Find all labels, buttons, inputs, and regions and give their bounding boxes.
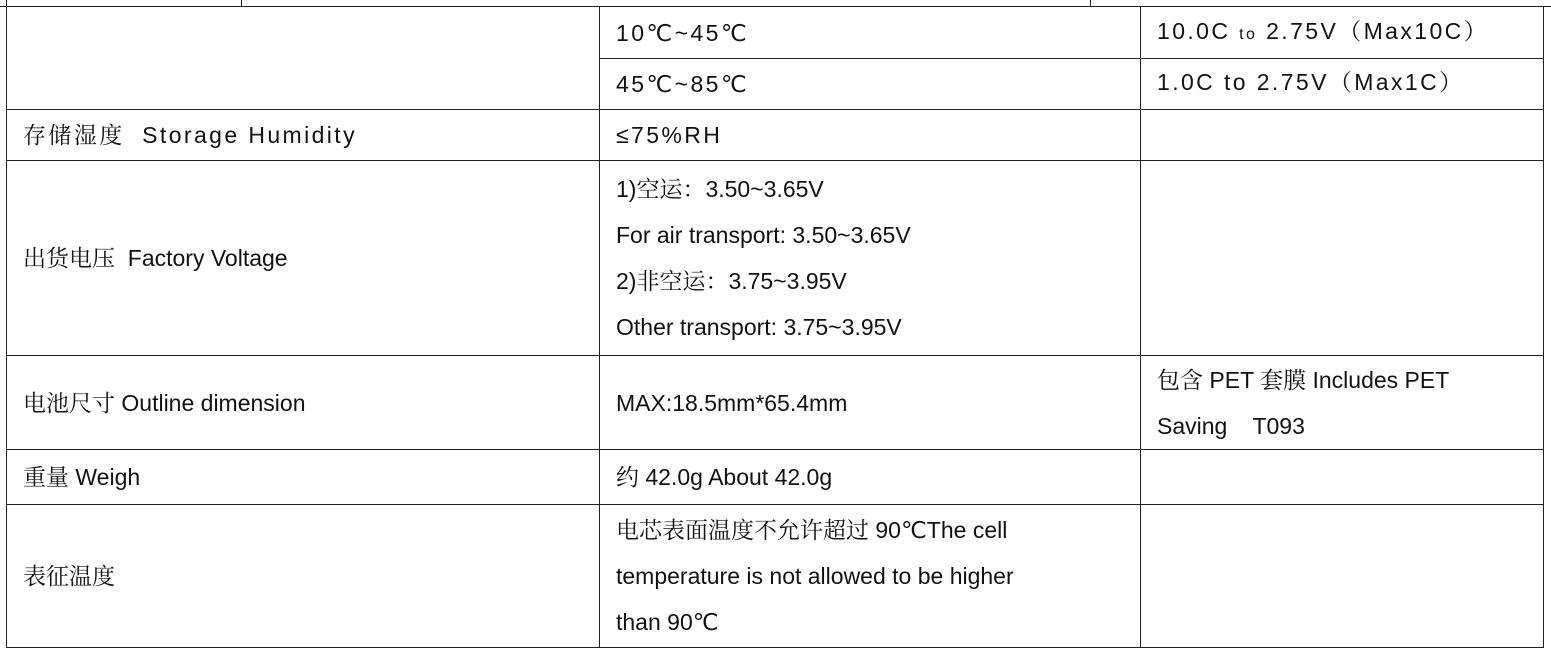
value-line: Other transport: 3.75~3.95V (616, 314, 902, 340)
note-line: Saving T093 (1157, 412, 1305, 439)
value-line: temperature is not allowed to be higher (616, 563, 1014, 589)
table-row-temp-range-1 (7, 7, 1544, 59)
row-value: 约 42.0g About 42.0g (600, 450, 1141, 505)
row-label: 表征温度 (7, 505, 600, 648)
battery-spec-table (6, 6, 1544, 648)
empty-cell (7, 7, 600, 110)
row-note (1141, 110, 1544, 161)
row-label: 重量 Weigh (7, 450, 600, 505)
value-line: 1)空运：3.50~3.65V (616, 176, 824, 202)
table-row-weight (7, 450, 1544, 505)
row-label: 出货电压 Factory Voltage (7, 161, 600, 356)
temp-range-cell: 45℃~85℃ (600, 59, 1141, 110)
row-value: ≤75%RH (600, 110, 1141, 161)
row-label: 存储湿度 Storage Humidity (7, 110, 600, 161)
table-row-storage-humidity (7, 110, 1544, 161)
note-line: 包含 PET 套膜 Includes PET (1157, 366, 1450, 393)
row-note (1141, 161, 1544, 356)
discharge-rate-text: 2.75V（Max10C） (1257, 17, 1490, 44)
discharge-rate-text: 1.0C to 2.75V（Max1C） (1157, 69, 1465, 95)
value-line: 2)非空运：3.75~3.95V (616, 268, 847, 294)
table-row-outline-dimension (7, 356, 1544, 450)
discharge-rate-text: 10.0C (1157, 17, 1240, 44)
table-row-surface-temperature (7, 505, 1544, 648)
value-line: 电芯表面温度不允许超过 90℃The cell (616, 517, 1008, 543)
row-note (1141, 505, 1544, 648)
row-label: 电池尺寸 Outline dimension (7, 356, 600, 450)
table-row-factory-voltage (7, 161, 1544, 356)
row-value (600, 505, 1141, 648)
value-line: than 90℃ (616, 609, 719, 635)
temp-range-cell: 10℃~45℃ (600, 7, 1141, 59)
discharge-rate-cell (1141, 7, 1544, 59)
row-note (1141, 450, 1544, 505)
value-line: For air transport: 3.50~3.65V (616, 222, 911, 248)
discharge-rate-small-text: to (1239, 25, 1258, 43)
row-value (600, 161, 1141, 356)
row-note (1141, 356, 1544, 450)
discharge-rate-cell (1141, 59, 1544, 110)
row-value: MAX:18.5mm*65.4mm (600, 356, 1141, 450)
